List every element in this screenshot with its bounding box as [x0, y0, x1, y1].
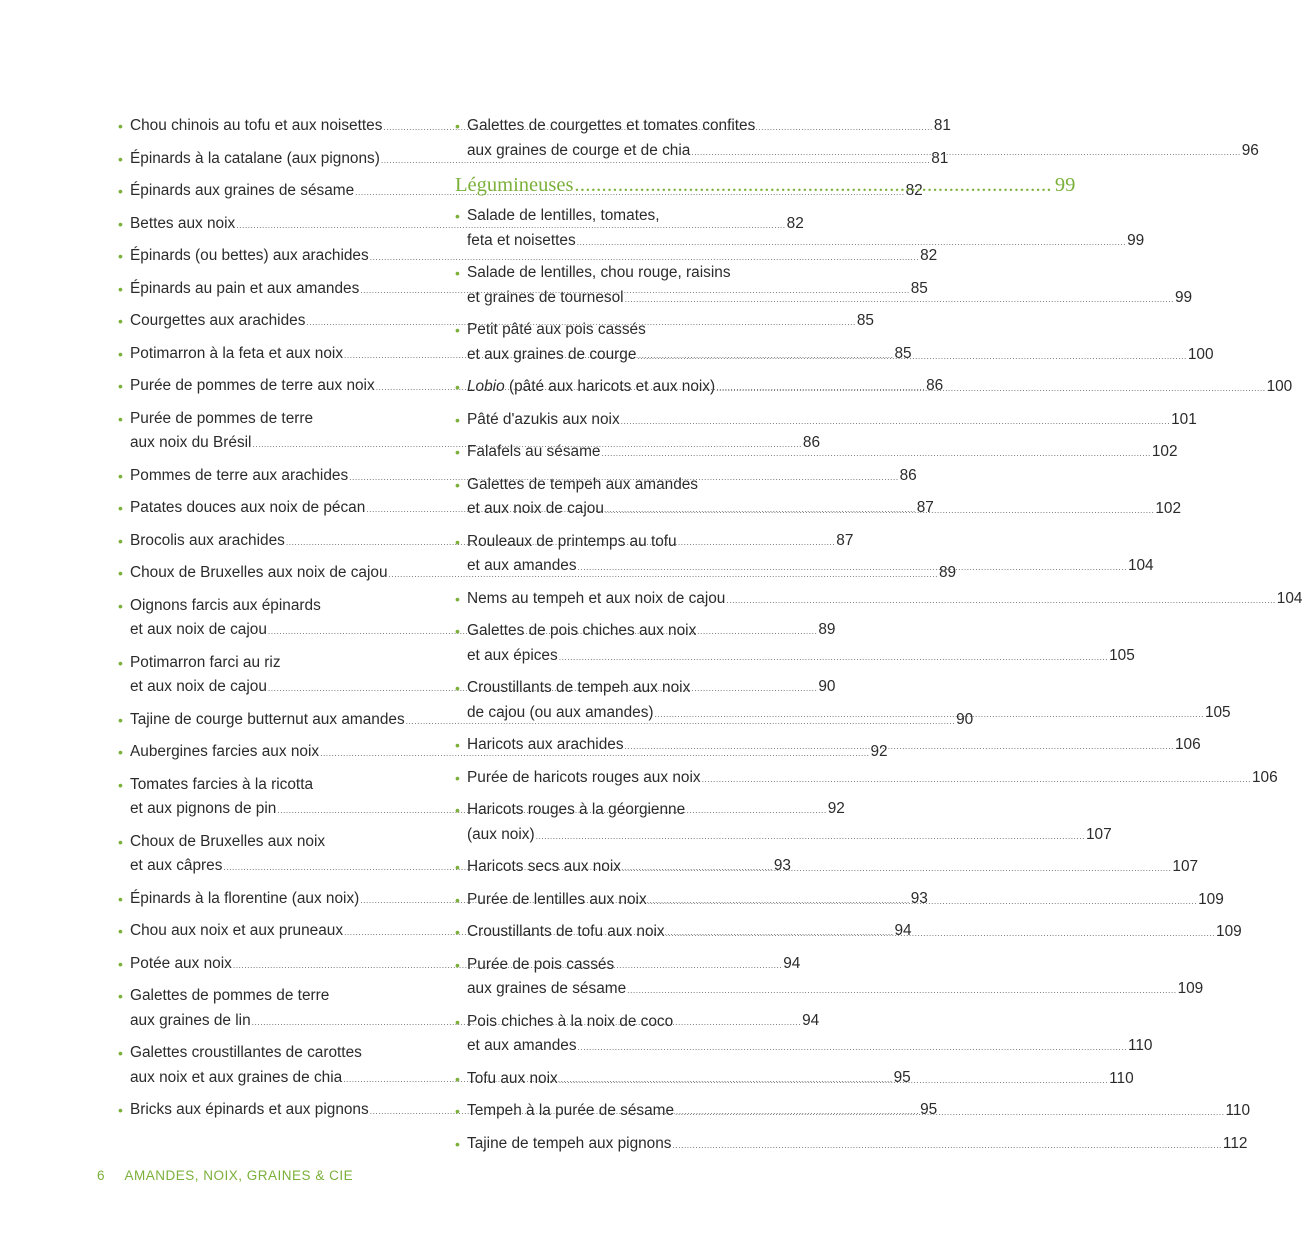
entry-line: [467, 1132, 1248, 1158]
entry-page-number: 96: [1241, 141, 1259, 159]
bullet-icon: •: [455, 379, 460, 395]
bullet-icon: •: [455, 1103, 460, 1119]
bullet-icon: •: [118, 711, 123, 728]
entry-page-number: 81: [933, 117, 951, 134]
entry-page-number: 90: [818, 678, 836, 695]
bullet-icon: •: [118, 923, 123, 939]
toc-entry: [455, 587, 1302, 613]
entry-title: [467, 375, 715, 400]
toc-entry: [118, 244, 938, 270]
entry-page-number: 94: [802, 1011, 820, 1029]
entry-page-number: 85: [856, 312, 874, 329]
entry-title: Salade de lentilles, tomates,: [467, 207, 660, 224]
entry-title: Pâté d'azukis aux noix: [467, 410, 620, 428]
entry-title: Tajine de courge butternut aux amandes: [130, 710, 405, 728]
entry-title: aux noix du Brésil: [130, 434, 252, 451]
entry-line: [467, 204, 769, 229]
bullet-icon: •: [455, 533, 460, 550]
bullet-icon: •: [118, 597, 123, 614]
entry-title: et aux amandes: [467, 557, 577, 574]
page-footer: [97, 1168, 353, 1183]
entry-title: Bettes aux noix: [130, 214, 236, 232]
entry-line: [467, 587, 1302, 613]
bullet-icon: •: [455, 680, 460, 696]
entry-page-number: 105: [1204, 703, 1231, 721]
entry-line: [130, 594, 432, 619]
entry-page-number: 95: [920, 1101, 938, 1118]
dot-leader: [726, 588, 1275, 613]
entry-line: [467, 644, 1135, 670]
bullet-icon: •: [455, 444, 460, 460]
entry-page-number: 85: [910, 279, 928, 297]
entry-title: Galettes de pois chiches aux noix: [467, 622, 697, 639]
entry-title: Patates douces aux noix de pécan: [130, 499, 366, 516]
bullet-icon: •: [118, 890, 123, 907]
bullet-icon: •: [118, 833, 123, 850]
dot-leader: [605, 498, 1154, 523]
entry-line: [467, 1010, 769, 1035]
entry-title: Bricks aux épinards et aux pignons: [130, 1101, 369, 1118]
dot-leader: [578, 1035, 1127, 1060]
entry-title: Galettes de tempeh aux amandes: [467, 475, 699, 493]
dot-leader: [648, 889, 1197, 914]
entry-page-number: 89: [818, 621, 836, 638]
entry-title: Choux de Bruxelles aux noix: [130, 832, 326, 850]
entry-line: [130, 773, 432, 798]
bullet-icon: •: [118, 565, 123, 581]
entry-line: [467, 473, 769, 498]
entry-title: Épinards à la florentine (aux noix): [130, 889, 360, 907]
bullet-icon: •: [118, 500, 123, 516]
entry-page-number: 99: [1175, 288, 1193, 306]
bullet-icon: •: [455, 924, 460, 940]
entry-title: de cajou (ou aux amandes): [467, 703, 654, 721]
bullet-icon: •: [118, 776, 123, 793]
dot-leader: [637, 344, 1186, 369]
entry-title: Chou aux noix et aux pruneaux: [130, 922, 344, 939]
dot-leader: [675, 1100, 1224, 1125]
entry-page-number: 95: [893, 1068, 911, 1086]
entry-title: et aux amandes: [467, 1037, 577, 1054]
entry-title: et aux noix de cajou: [467, 500, 604, 517]
entry-page-number: 89: [938, 564, 957, 581]
entry-page-number: 93: [773, 857, 791, 874]
entry-page-number: 94: [783, 954, 801, 972]
entry-line: [467, 619, 769, 644]
entry-page-number: 106: [1174, 736, 1201, 753]
dot-leader: [574, 171, 1051, 199]
entry-title: Purée de lentilles aux noix: [467, 890, 647, 908]
footer-page-number: 6: [97, 1168, 106, 1183]
bullet-icon: •: [118, 410, 123, 427]
bullet-icon: •: [455, 802, 460, 818]
dot-leader: [559, 1068, 1108, 1093]
entry-page-number: 86: [802, 434, 821, 451]
entry-page-number: 86: [926, 377, 944, 394]
entry-title: Galettes croustillantes de carottes: [130, 1044, 362, 1061]
dot-leader: [578, 555, 1127, 580]
entry-line: [130, 1041, 432, 1066]
entry-page-number: 87: [836, 531, 854, 549]
entry-title: et aux câpres: [130, 857, 223, 874]
entry-title: et graines de tournesol: [467, 288, 624, 306]
entry-page-number: 92: [870, 743, 888, 760]
entry-page-number: 112: [1222, 1134, 1248, 1152]
entry-title: feta et noisettes: [467, 231, 576, 249]
toc-entry: [455, 1132, 1248, 1158]
entry-page-number: 82: [905, 182, 923, 199]
dot-leader: [622, 856, 1171, 881]
bullet-icon: •: [118, 150, 123, 167]
bullet-icon: •: [455, 322, 460, 338]
entry-title: Pois chiches à la noix de coco: [467, 1012, 674, 1030]
entry-title: Rouleaux de printemps au tofu: [467, 532, 677, 550]
section-title: Légumineuses: [455, 174, 574, 196]
entry-page-number: 110: [1127, 1037, 1153, 1054]
entry-line: [130, 830, 432, 855]
entry-title: Croustillants de tempeh aux noix: [467, 679, 691, 696]
entry-page-number: 104: [1276, 589, 1302, 607]
entry-page-number: 104: [1127, 557, 1154, 574]
footer-book-title: AMANDES, NOIX, GRAINES & CIE: [124, 1168, 354, 1183]
entry-line: [467, 261, 769, 286]
entry-title: Épinards au pain et aux amandes: [130, 279, 360, 297]
entry-title: aux graines de sésame: [467, 980, 627, 997]
entry-title: aux graines de courge et de chia: [467, 141, 691, 159]
entry-line: [467, 798, 769, 823]
entry-title: aux noix et aux graines de chia: [130, 1068, 343, 1086]
entry-page-number: 106: [1252, 768, 1278, 786]
bullet-icon: •: [455, 411, 460, 428]
entry-title: Aubergines farcies aux noix: [130, 743, 320, 760]
entry-title: Épinards à la catalane (aux pignons): [130, 149, 380, 167]
entry-title: aux graines de lin: [130, 1011, 251, 1029]
bullet-icon: •: [118, 744, 123, 760]
entry-title: Purée de haricots rouges aux noix: [467, 768, 701, 786]
entry-page-number: 110: [1109, 1069, 1134, 1087]
bullet-icon: •: [118, 1045, 123, 1061]
bullet-icon: •: [118, 280, 123, 297]
bullet-icon: •: [455, 118, 460, 134]
entry-title: et aux épices: [467, 646, 558, 664]
entry-line: [130, 407, 432, 432]
entry-title: Tajine de tempeh aux pignons: [467, 1134, 672, 1152]
entry-title-rest: (pâté aux haricots et aux noix): [508, 378, 716, 395]
entry-title: Nems au tempeh et aux noix de cajou: [467, 589, 726, 607]
entry-title: Galettes de pommes de terre: [130, 987, 330, 1004]
bullet-icon: •: [118, 345, 123, 362]
dot-leader: [666, 921, 1215, 946]
entry-page-number: 82: [786, 214, 804, 232]
entry-title: et aux graines de courge: [467, 345, 637, 363]
dot-leader: [625, 287, 1174, 312]
entry-title: et aux noix de cajou: [130, 621, 267, 638]
entry-page-number: 109: [1198, 890, 1224, 908]
entry-title: Épinards aux graines de sésame: [130, 182, 355, 199]
entry-title: Falafels au sésame: [467, 443, 601, 460]
entry-title: Tempeh à la purée de sésame: [467, 1102, 675, 1119]
entry-title: Haricots rouges à la géorgienne: [467, 801, 686, 818]
entry-line: [130, 984, 432, 1009]
entry-page-number: 85: [894, 344, 912, 362]
bullet-icon: •: [455, 208, 460, 224]
entry-line: [467, 318, 769, 343]
section-page-number: 99: [1054, 174, 1076, 196]
entry-page-number: 105: [1109, 646, 1135, 664]
entry-page-number: 109: [1177, 980, 1204, 997]
entry-title: Potimarron farci au riz: [130, 653, 281, 671]
entry-line: [467, 676, 769, 701]
dot-leader: [627, 978, 1176, 1003]
entry-page-number: 82: [920, 247, 938, 264]
bullet-icon: •: [455, 590, 460, 607]
entry-page-number: 100: [1187, 345, 1214, 363]
bullet-icon: •: [455, 891, 460, 908]
entry-title: et aux pignons de pin: [130, 800, 277, 817]
dot-leader: [716, 376, 1265, 401]
entry-page-number: 102: [1151, 443, 1178, 460]
entry-title: Salade de lentilles, chou rouge, raisins: [467, 264, 731, 281]
bullet-icon: •: [118, 313, 123, 329]
entry-title: Petit pâté aux pois cassés: [467, 321, 646, 338]
entry-line: [130, 244, 938, 270]
bullet-icon: •: [118, 183, 123, 199]
bullet-icon: •: [455, 769, 460, 786]
entry-line: [467, 229, 1145, 255]
entry-line: [130, 651, 432, 676]
entry-title: Oignons farcis aux épinards: [130, 596, 321, 614]
dot-leader: [577, 230, 1126, 255]
entry-title: Courgettes aux arachides: [130, 312, 306, 329]
entry-line: [467, 530, 769, 555]
dot-leader: [673, 1133, 1222, 1158]
entry-page-number: 90: [956, 710, 974, 728]
entry-title: Galettes de courgettes et tomates confites: [467, 117, 756, 134]
bullet-icon: •: [455, 265, 460, 281]
entry-page-number: 107: [1086, 825, 1112, 843]
entry-page-number: 93: [910, 889, 928, 907]
toc-entry: [455, 766, 1278, 792]
bullet-icon: •: [118, 118, 123, 134]
entry-line: [467, 408, 1197, 434]
bullet-icon: •: [118, 532, 123, 549]
entry-line: [467, 1034, 1153, 1060]
entry-page-number: 102: [1155, 500, 1182, 517]
dot-leader: [702, 767, 1251, 792]
bullet-icon: •: [455, 476, 460, 493]
bullet-icon: •: [118, 654, 123, 671]
dot-leader: [621, 409, 1170, 434]
entry-line: [467, 766, 1278, 792]
entry-line: [467, 823, 1112, 849]
bullet-icon: •: [118, 378, 123, 394]
entry-page-number: 107: [1172, 858, 1199, 875]
entry-title: Chou chinois au tofu et aux noisettes: [130, 117, 383, 134]
entry-page-number: 101: [1171, 410, 1197, 428]
entry-title: Croustillants de tofu aux noix: [467, 923, 665, 940]
bullet-icon: •: [118, 955, 123, 972]
bullet-icon: •: [118, 467, 123, 484]
entry-page-number: 110: [1225, 1102, 1251, 1119]
dot-leader: [625, 734, 1174, 759]
entry-page-number: 81: [931, 149, 949, 167]
entry-page-number: 99: [1127, 231, 1145, 249]
bullet-icon: •: [455, 1013, 460, 1030]
entry-line: [467, 953, 769, 978]
bullet-icon: •: [118, 248, 123, 264]
entry-title: Purée de pommes de terre aux noix: [130, 377, 375, 394]
entry-line: [467, 114, 769, 139]
entry-page-number: 100: [1266, 378, 1293, 395]
bullet-icon: •: [455, 1070, 460, 1087]
dot-leader: [655, 702, 1204, 727]
bullet-icon: •: [118, 215, 123, 232]
dot-leader: [536, 824, 1085, 849]
entry-title: Choux de Bruxelles aux noix de cajou: [130, 564, 388, 581]
entry-page-number: 94: [894, 922, 912, 939]
bullet-icon: •: [118, 1102, 123, 1118]
entry-title: Tofu aux noix: [467, 1069, 558, 1087]
bullet-icon: •: [455, 859, 460, 875]
bullet-icon: •: [455, 1135, 460, 1152]
dot-leader: [691, 140, 1240, 165]
entry-title: Brocolis aux arachides: [130, 531, 285, 549]
bullet-icon: •: [455, 737, 460, 753]
bullet-icon: •: [455, 956, 460, 973]
entry-page-number: 87: [916, 499, 934, 516]
entry-title: (aux noix): [467, 825, 535, 843]
bullet-icon: •: [118, 988, 123, 1004]
entry-title: Tomates farcies à la ricotta: [130, 775, 314, 793]
entry-title: Purée de pommes de terre: [130, 409, 314, 427]
entry-title: Potimarron à la feta et aux noix: [130, 344, 344, 362]
entry-page-number: 86: [899, 466, 917, 484]
entry-page-number: 92: [827, 800, 845, 817]
entry-line: [467, 977, 1204, 1003]
entry-title: Haricots aux arachides: [467, 736, 624, 753]
entry-title: Épinards (ou bettes) aux arachides: [130, 247, 369, 264]
entry-title: Pommes de terre aux arachides: [130, 466, 349, 484]
toc-entry: [455, 408, 1197, 434]
entry-title: Purée de pois cassés: [467, 955, 615, 973]
bullet-icon: •: [455, 623, 460, 639]
entry-title-italic: Lobio: [467, 378, 505, 395]
entry-title: Potée aux noix: [130, 954, 232, 972]
entry-title: et aux noix de cajou: [130, 678, 267, 695]
entry-title: Haricots secs aux noix: [467, 858, 621, 875]
dot-leader: [559, 645, 1108, 670]
dot-leader: [601, 441, 1150, 466]
entry-page-number: 109: [1216, 923, 1242, 940]
